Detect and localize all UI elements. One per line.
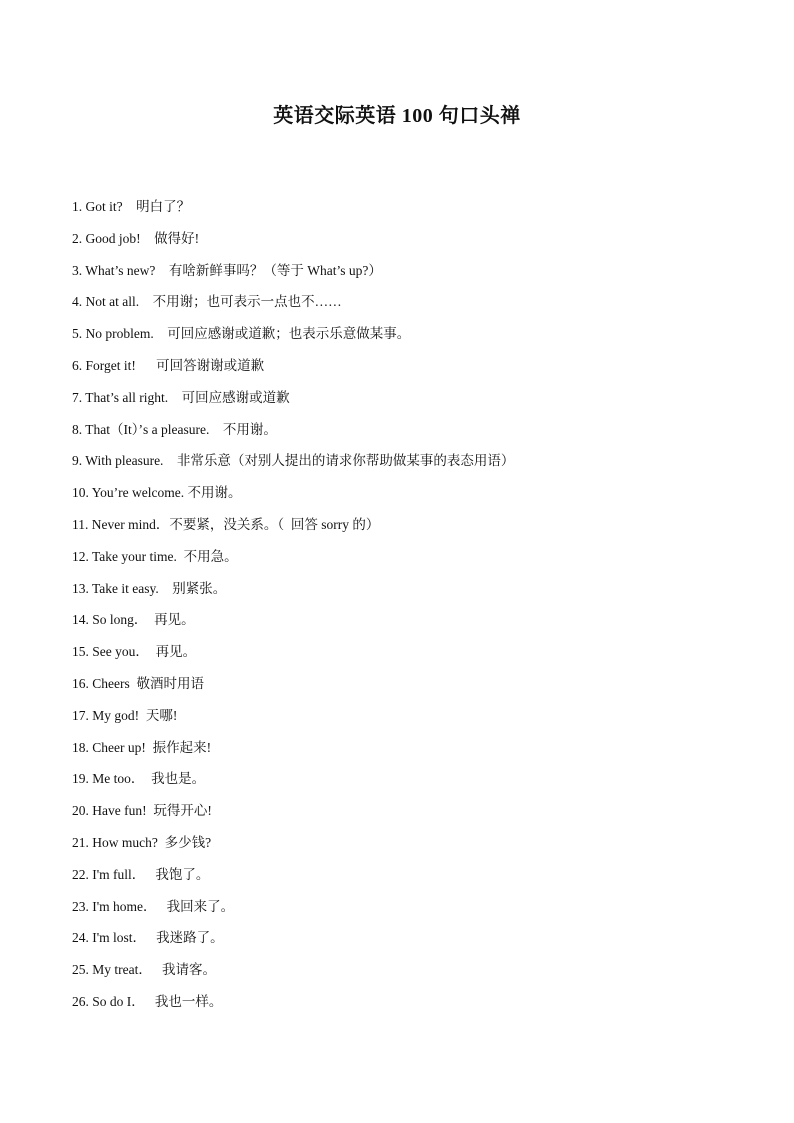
phrase-item-6: 6. Forget it! 可回答谢谢或道歉: [72, 357, 265, 373]
phrase-item-17: 17. My god! 天哪!: [72, 707, 178, 723]
phrase-item-20: 20. Have fun! 玩得开心!: [72, 803, 212, 819]
phrase-item-10: 10. You’re welcome. 不用谢。: [72, 485, 242, 501]
phrase-list: [72, 196, 514, 1023]
phrase-item-11: 11. Never mind．不要紧，没关系。（ 回答 sorry 的）: [72, 516, 380, 532]
phrase-item-5: 5. No problem. 可回应感谢或道歉；也表示乐意做某事。: [72, 326, 411, 342]
phrase-item-19: 19. Me too． 我也是。: [72, 771, 206, 787]
phrase-item-12: 12. Take your time. 不用急。: [72, 548, 238, 564]
phrase-item-24: 24. I'm lost． 我迷路了。: [72, 930, 224, 946]
phrase-item-9: 9. With pleasure. 非常乐意（对别人提出的请求你帮助做某事的表态用语）: [72, 453, 515, 469]
phrase-item-7: 7. That’s all right. 可回应感谢或道歉: [72, 389, 290, 405]
phrase-item-22: 22. I'm full． 我饱了。: [72, 866, 210, 882]
phrase-item-8: 8. That（It）’s a pleasure. 不用谢。: [72, 421, 277, 437]
phrase-item-23: 23. I'm home． 我回来了。: [72, 898, 235, 914]
phrase-item-15: 15. See you． 再见。: [72, 644, 197, 660]
phrase-item-14: 14. So long． 再见。: [72, 612, 195, 628]
phrase-item-26: 26. So do I． 我也一样。: [72, 993, 223, 1009]
phrase-item-25: 25. My treat． 我请客。: [72, 962, 216, 978]
phrase-item-1: 1. Got it? 明白了？: [72, 199, 191, 214]
phrase-item-21: 21. How much? 多少钱?: [72, 834, 212, 850]
phrase-item-2: 2. Good job! 做得好!: [72, 230, 200, 246]
phrase-item-18: 18. Cheer up! 振作起来!: [72, 739, 212, 755]
document-title: 英语交际英语 100 句口头禅: [273, 105, 521, 127]
phrase-item-3: 3. What’s new? 有啥新鲜事吗？（等于 What’s up?）: [72, 262, 382, 278]
phrase-item-13: 13. Take it easy. 别紧张。: [72, 580, 227, 596]
phrase-item-16: 16. Cheers 敬酒时用语: [72, 675, 204, 691]
phrase-item-4: 4. Not at all. 不用谢；也可表示一点也不……: [72, 294, 342, 310]
